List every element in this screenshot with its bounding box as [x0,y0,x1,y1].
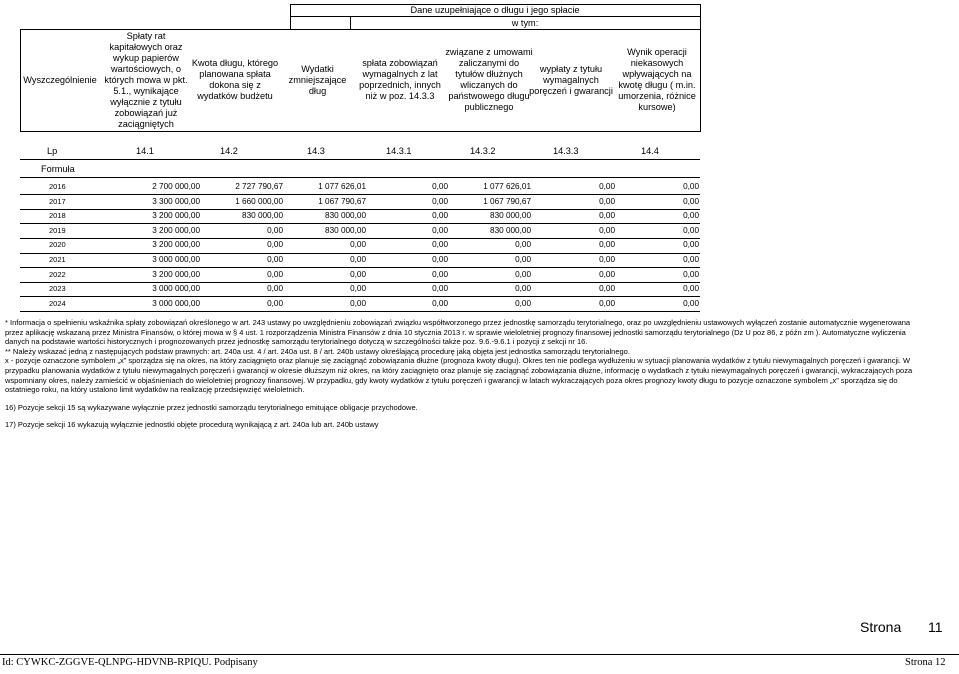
table-cell: 830 000,00 [325,211,366,221]
header-w-tym: w tym: [511,17,539,28]
lp-label: Lp [47,146,58,156]
table-cell: 0,00 [683,211,699,221]
table-cell: 0,00 [599,269,615,279]
table-cell: 1 660 000,00 [235,196,283,206]
table-cell: 0,00 [432,225,448,235]
lp-14-4: 14.4 [641,146,659,156]
row-year: 2020 [49,240,66,250]
table-cell: 0,00 [432,240,448,250]
table-cell: 0,00 [267,240,283,250]
row-year: 2018 [49,211,66,221]
table-cell: 0,00 [683,182,699,191]
wtym-left-line [350,16,351,29]
table-cell: 1 067 790,67 [318,196,366,206]
col-wynik-operacji: Wynik operacji niekasowych wpływających na kwotę długu ( m.in. umorzenia, różnice kursowe) [618,47,696,112]
table-cell: 2 700 000,00 [152,182,200,191]
table-cell: 0,00 [515,284,531,294]
table-cell: 0,00 [350,240,366,250]
note-3: x - pozycje oznaczone symbolem „x” sporządza się na okres, na który zaciągnięto oraz planuje się zaciągnąć zobowiązania dłużne (prognoza kwoty długu). Okres ten nie podlega wydłużeniu w sytuacji planowania wydatków z tytułu niewymagalnych poręczeń i gwarancji. W przypadku planowania wydatków z tytułu niewymagalnych poręczeń i gwarancji w okresie dłuższym niż okres, na który zaciągnięto oraz planuje się zaciągnąć zobowiązania dłużne, informację o wydatkach z tytułu niewymagalnych poręczeń i gwarancji, wykraczających poza wspomniany okres, należy zamieścić w objaśnieniach do wieloletniej prognozy finansowej. W przypadku, gdy kwoty wydatków z tytułu poręczeń i gwarancji w latach wykraczających poza okres prognozy kwoty długu to pozycje oznaczone symbolem „x” sporządza się do ostatniego roku, na który ustalono limit wydatków na realizację przedsięwzięć wieloletnich. [5,356,913,395]
table-cell: 0,00 [432,182,448,191]
page-number: 11 [928,619,943,635]
note-4: 16) Pozycje sekcji 15 są wykazywane wyłącznie przez jednostki samorządu terytorialnego emitujące obligacje przychodowe. [5,402,418,412]
table-cell: 0,00 [599,196,615,206]
table-cell: 0,00 [350,284,366,294]
table-cell: 0,00 [599,211,615,221]
col-wyszczegolnienie: Wyszczególnienie [23,74,97,85]
header-top-title: Dane uzupełniające o długu i jego spłacie [410,5,580,15]
table-cell: 0,00 [432,284,448,294]
table-cell: 0,00 [432,269,448,279]
table-cell: 0,00 [683,240,699,250]
table-cell: 0,00 [350,298,366,308]
row-year: 2022 [49,269,66,279]
table-cell: 3 200 000,00 [152,240,200,250]
table-cell: 0,00 [350,255,366,264]
lp-14-3-1: 14.3.1 [386,146,412,156]
table-cell: 0,00 [599,225,615,235]
table-cell: 0,00 [350,269,366,279]
table-cell: 0,00 [267,255,283,264]
table-cell: 0,00 [515,255,531,264]
table-cell: 830 000,00 [490,211,531,221]
footer-line [0,654,959,655]
table-cell: 3 200 000,00 [152,225,200,235]
row-year: 2023 [49,284,66,294]
row-year: 2016 [49,182,66,191]
table-cell: 830 000,00 [325,225,366,235]
table-cell: 0,00 [432,211,448,221]
lp-14-2: 14.2 [220,146,238,156]
table-cell: 0,00 [683,225,699,235]
header-right-line [700,4,701,132]
row-year: 2024 [49,298,66,308]
lp-divider [20,159,700,160]
col-splaty-rat: Spłaty rat kapitałowych oraz wykup papierów wartościowych, o których mowa w pkt. 5.1., wynikające wyłącznie z tytułu zobowiązań już zaciągniętych [104,30,188,129]
table-cell: 3 000 000,00 [152,284,200,294]
col-wydatki: Wydatki zmniejszające dług [288,63,347,96]
lp-14-3: 14.3 [307,146,325,156]
table-cell: 0,00 [599,284,615,294]
table-cell: 0,00 [599,298,615,308]
col-wyplaty: wypłaty z tytułu wymagalnych poręczeń i gwarancji [529,63,613,96]
header-bottom-line [20,131,700,132]
table-cell: 0,00 [599,240,615,250]
title-left-line [290,4,291,29]
table-cell: 1 067 790,67 [483,196,531,206]
lp-14-3-2: 14.3.2 [470,146,496,156]
formula-divider [20,177,700,178]
table-cell: 0,00 [683,298,699,308]
note-1: * Informacja o spełnieniu wskaźnika spłaty zobowiązań określonego w art. 243 ustawy po uwzględnieniu zobowiązań związku współtworzonego przez jednostkę samorządu terytorialnego, oraz po uwzględnieniu ustawowych wyłączeń zostanie automatycznie wygenerowana przez aplikację wskazaną przez Ministra Finansów, o której mowa w § 4 ust. 1 rozporządzenia Ministra Finansów z dnia 10 stycznia 2013 r. w sprawie wieloletniej prognozy finansowej jednostki samorządu terytorialnego (Dz U poz 86, z późn zm ). Automatyczne wyliczenia danych na podstawie wartości historycznych i prognozowanych przez jednostkę samorządu terytorialnego dotyczą w szczególności także poz. 9.6.-9.6.1 i pozycji z sekcji nr 16. [5,318,911,347]
table-cell: 0,00 [599,255,615,264]
col-splata-zobowiazan: spłata zobowiązań wymagalnych z lat poprzednich, innych niż w poz. 14.3.3 [359,58,441,101]
table-cell: 3 000 000,00 [152,255,200,264]
col-kwota-dlugu: Kwota długu, którego planowana spłata dokona się z wydatków budżetu [191,58,279,101]
footer-page: Strona 12 [905,657,946,668]
notes [5,318,920,430]
table-cell: 0,00 [683,269,699,279]
lp-14-3-3: 14.3.3 [553,146,579,156]
note-2: ** Należy wskazać jedną z następujących podstaw prawnych: art. 240a ust. 4 / art. 240a ust. 8 / art. 240b ustawy określającą procedurę jaką objęta jest jednostka samorządu terytorialnego. [5,346,630,356]
table-cell: 3 200 000,00 [152,269,200,279]
table-cell: 1 077 626,01 [483,182,531,191]
table-cell: 0,00 [432,298,448,308]
table-cell: 3 300 000,00 [152,196,200,206]
row-year: 2017 [49,196,66,206]
table-cell: 0,00 [599,182,615,191]
note-5: 17) Pozycje sekcji 16 wykazują wyłącznie jednostki objęte procedurą wynikającą z art. 240a lub art. 240b ustawy [5,420,379,430]
table-cell: 0,00 [683,255,699,264]
table-cell: 0,00 [683,196,699,206]
row-year: 2019 [49,225,66,235]
formula-label: Formuła [41,164,75,174]
table-cell: 1 077 626,01 [318,182,366,191]
col-zwiazane-z-umowami: związane z umowami zaliczanymi do tytułów dłużnych wliczanych do państwowego długu publicznego [445,47,533,112]
table-cell: 0,00 [267,269,283,279]
table-cell: 3 000 000,00 [152,298,200,308]
row-year: 2021 [49,255,66,264]
row-divider [20,311,700,312]
table-cell: 0,00 [267,298,283,308]
table-cell: 2 727 790,67 [235,182,283,191]
table-cell: 0,00 [683,284,699,294]
table-cell: 0,00 [267,284,283,294]
table-cell: 3 200 000,00 [152,211,200,221]
table-cell: 0,00 [515,269,531,279]
page-label: Strona [860,619,902,635]
lp-14-1: 14.1 [136,146,154,156]
table-cell: 0,00 [432,196,448,206]
table-cell: 0,00 [515,298,531,308]
table-cell: 0,00 [515,240,531,250]
table-cell: 0,00 [432,255,448,264]
table-cell: 830 000,00 [490,225,531,235]
table-cell: 0,00 [267,225,283,235]
table-cell: 830 000,00 [242,211,283,221]
footer-id: Id: CYWKC-ZGGVE-QLNPG-HDVNB-RPIQU. Podpisany [2,657,258,668]
